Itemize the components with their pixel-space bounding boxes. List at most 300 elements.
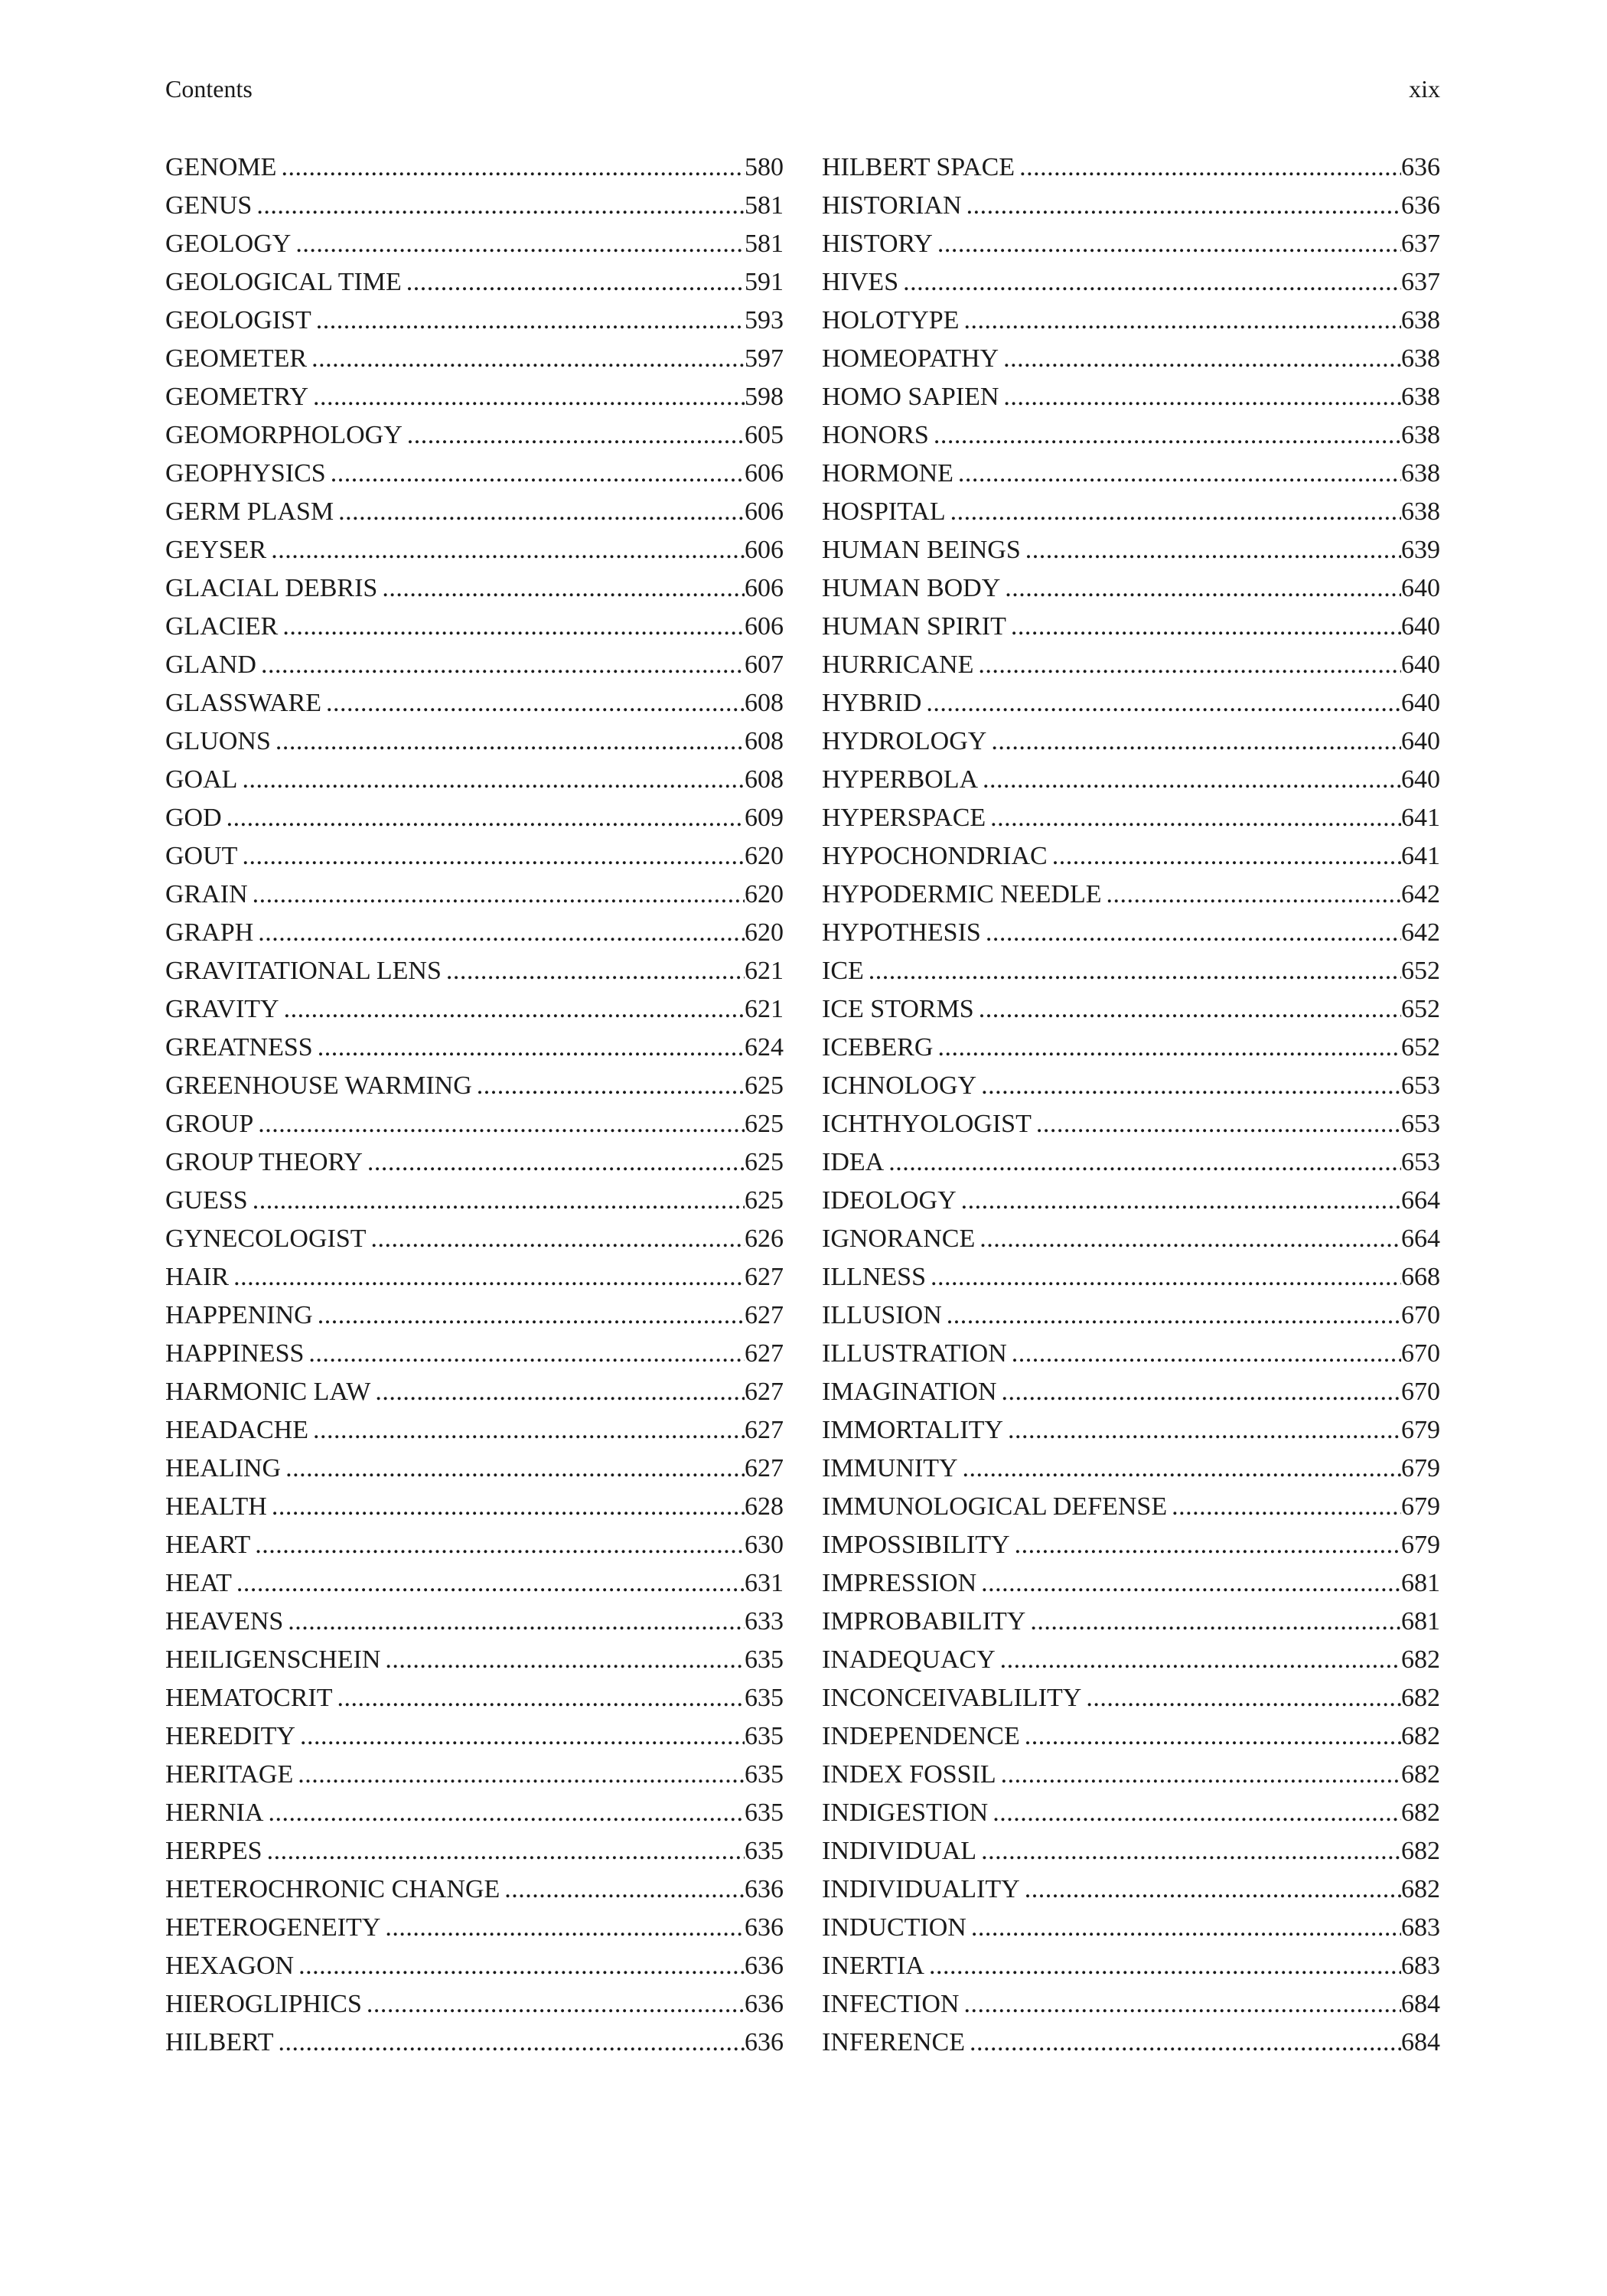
toc-entry[interactable] bbox=[165, 837, 784, 876]
toc-entry-title: HYPERBOLA bbox=[822, 765, 979, 794]
dot-leader bbox=[1081, 1679, 1401, 1717]
toc-entry-title: ICHTHYOLOGIST bbox=[822, 1110, 1032, 1138]
toc-entry-page: 635 bbox=[745, 1722, 784, 1750]
toc-entry-title: HUMAN BEINGS bbox=[822, 536, 1021, 564]
toc-entry-title: GEOLOGY bbox=[165, 230, 292, 258]
toc-entry-page: 682 bbox=[1401, 1799, 1440, 1827]
toc-entry-page: 627 bbox=[745, 1263, 784, 1291]
toc-entry-page: 641 bbox=[1401, 842, 1440, 870]
toc-entry-title: GRAVITATIONAL LENS bbox=[165, 957, 442, 985]
toc-entry-page: 620 bbox=[745, 842, 784, 870]
toc-entry[interactable] bbox=[822, 914, 1440, 952]
toc-entry[interactable] bbox=[822, 952, 1440, 990]
dot-leader bbox=[313, 1296, 745, 1335]
toc-entry-page: 642 bbox=[1401, 880, 1440, 908]
toc-entry-title: INDEPENDENCE bbox=[822, 1722, 1020, 1750]
toc-entry[interactable] bbox=[822, 684, 1440, 722]
toc-entry-page: 681 bbox=[1401, 1607, 1440, 1636]
toc-entry-page: 679 bbox=[1401, 1416, 1440, 1444]
toc-entry-title: INERTIA bbox=[822, 1952, 924, 1980]
toc-entry[interactable] bbox=[822, 1450, 1440, 1488]
toc-entry[interactable] bbox=[822, 1411, 1440, 1450]
toc-entry[interactable] bbox=[165, 263, 784, 302]
toc-entry[interactable] bbox=[165, 1947, 784, 1985]
toc-entry-title: GLUONS bbox=[165, 727, 271, 755]
toc-entry-title: HOSPITAL bbox=[822, 497, 946, 526]
toc-entry[interactable] bbox=[165, 799, 784, 837]
toc-entry[interactable] bbox=[165, 340, 784, 378]
toc-entry-title: IMPOSSIBILITY bbox=[822, 1531, 1010, 1559]
toc-entry[interactable] bbox=[165, 1488, 784, 1526]
dot-leader bbox=[267, 1488, 745, 1526]
toc-entry-page: 670 bbox=[1401, 1339, 1440, 1368]
toc-entry[interactable] bbox=[165, 1335, 784, 1373]
toc-entry-page: 684 bbox=[1401, 2028, 1440, 2056]
toc-entry[interactable] bbox=[165, 455, 784, 493]
dot-leader bbox=[1101, 876, 1401, 914]
toc-entry[interactable] bbox=[822, 225, 1440, 263]
dot-leader bbox=[334, 493, 745, 531]
toc-entry-title: HEART bbox=[165, 1531, 251, 1559]
dot-leader bbox=[402, 263, 745, 302]
toc-entry[interactable] bbox=[165, 1373, 784, 1411]
toc-entry[interactable] bbox=[165, 722, 784, 761]
toc-entry-page: 638 bbox=[1401, 459, 1440, 488]
toc-entry[interactable] bbox=[165, 608, 784, 646]
toc-entry[interactable] bbox=[165, 1526, 784, 1564]
toc-entry-title: GOD bbox=[165, 804, 222, 832]
dot-leader bbox=[253, 914, 745, 952]
dot-leader bbox=[962, 187, 1401, 225]
dot-leader bbox=[380, 1909, 745, 1947]
toc-entry-title: GREATNESS bbox=[165, 1033, 313, 1062]
toc-entry[interactable] bbox=[822, 1258, 1440, 1296]
toc-entry[interactable] bbox=[165, 1717, 784, 1756]
toc-entry[interactable] bbox=[822, 1641, 1440, 1679]
toc-entry-page: 664 bbox=[1401, 1225, 1440, 1253]
toc-entry-title: INFERENCE bbox=[822, 2028, 965, 2056]
toc-entry-title: IMMUNOLOGICAL DEFENSE bbox=[822, 1492, 1168, 1521]
toc-entry[interactable] bbox=[822, 1067, 1440, 1105]
toc-entry[interactable] bbox=[822, 837, 1440, 876]
toc-entry[interactable] bbox=[822, 1717, 1440, 1756]
toc-entry-page: 621 bbox=[745, 995, 784, 1023]
dot-leader bbox=[403, 416, 745, 455]
toc-entry-title: GEYSER bbox=[165, 536, 267, 564]
toc-entry-page: 636 bbox=[745, 1875, 784, 1903]
toc-entry-page: 606 bbox=[745, 536, 784, 564]
toc-entry-page: 653 bbox=[1401, 1110, 1440, 1138]
toc-entry-page: 628 bbox=[745, 1492, 784, 1521]
toc-entry[interactable] bbox=[165, 416, 784, 455]
toc-entry[interactable] bbox=[165, 914, 784, 952]
toc-entry-page: 679 bbox=[1401, 1454, 1440, 1482]
toc-entry[interactable] bbox=[822, 1564, 1440, 1603]
toc-entry[interactable] bbox=[165, 2024, 784, 2062]
toc-entry[interactable] bbox=[165, 187, 784, 225]
toc-entry-title: ICE STORMS bbox=[822, 995, 974, 1023]
toc-entry-page: 627 bbox=[745, 1301, 784, 1329]
toc-entry-page: 638 bbox=[1401, 344, 1440, 373]
toc-entry-title: INADEQUACY bbox=[822, 1645, 996, 1674]
dot-leader bbox=[929, 416, 1401, 455]
toc-entry-page: 581 bbox=[745, 191, 784, 220]
toc-entry-title: GEOLOGICAL TIME bbox=[165, 268, 402, 296]
dot-leader bbox=[304, 1335, 745, 1373]
toc-entry-page: 598 bbox=[745, 383, 784, 411]
toc-entry[interactable] bbox=[165, 1296, 784, 1335]
toc-entry[interactable] bbox=[822, 1296, 1440, 1335]
dot-leader bbox=[333, 1679, 745, 1717]
toc-entry-title: ILLUSION bbox=[822, 1301, 942, 1329]
toc-entry-title: HILBERT bbox=[165, 2028, 274, 2056]
toc-entry[interactable] bbox=[822, 1029, 1440, 1067]
toc-entry[interactable] bbox=[165, 225, 784, 263]
toc-entry[interactable] bbox=[822, 1603, 1440, 1641]
toc-entry[interactable] bbox=[165, 1258, 784, 1296]
toc-entry[interactable] bbox=[165, 378, 784, 416]
toc-entry-title: IMMUNITY bbox=[822, 1454, 958, 1482]
toc-entry[interactable] bbox=[822, 302, 1440, 340]
toc-entry-title: INDIVIDUALITY bbox=[822, 1875, 1020, 1903]
toc-entry[interactable] bbox=[822, 1182, 1440, 1220]
toc-entry[interactable] bbox=[822, 1679, 1440, 1717]
toc-entry-title: HONORS bbox=[822, 421, 929, 449]
toc-entry[interactable] bbox=[822, 416, 1440, 455]
toc-entry-title: IMPRESSION bbox=[822, 1569, 977, 1597]
toc-entry[interactable] bbox=[822, 990, 1440, 1029]
dot-leader bbox=[283, 1603, 745, 1641]
toc-entry-title: HEAVENS bbox=[165, 1607, 284, 1636]
toc-entry[interactable] bbox=[822, 1756, 1440, 1794]
toc-entry[interactable] bbox=[822, 1335, 1440, 1373]
dot-leader bbox=[377, 569, 745, 608]
toc-entry-page: 682 bbox=[1401, 1875, 1440, 1903]
toc-entry[interactable] bbox=[822, 1105, 1440, 1143]
toc-entry-title: HEREDITY bbox=[165, 1722, 295, 1750]
toc-entry-page: 593 bbox=[745, 306, 784, 334]
toc-entry[interactable] bbox=[822, 1947, 1440, 1985]
toc-entry[interactable] bbox=[165, 1143, 784, 1182]
toc-entry[interactable] bbox=[165, 531, 784, 569]
toc-entry[interactable] bbox=[165, 761, 784, 799]
toc-entry[interactable] bbox=[822, 263, 1440, 302]
dot-leader bbox=[924, 1947, 1401, 1985]
dot-leader bbox=[953, 455, 1401, 493]
toc-entry-page: 684 bbox=[1401, 1990, 1440, 2018]
dot-leader bbox=[1000, 569, 1401, 608]
dot-leader bbox=[308, 1411, 745, 1450]
toc-entry[interactable] bbox=[822, 340, 1440, 378]
dot-leader bbox=[958, 1450, 1401, 1488]
toc-entry-title: HUMAN BODY bbox=[822, 574, 1001, 602]
dot-leader bbox=[248, 1182, 745, 1220]
dot-leader bbox=[1015, 148, 1401, 187]
toc-entry-title: GLASSWARE bbox=[165, 689, 322, 717]
dot-leader bbox=[978, 761, 1401, 799]
toc-entry[interactable] bbox=[165, 1450, 784, 1488]
toc-entry[interactable] bbox=[822, 799, 1440, 837]
dot-leader bbox=[1020, 1870, 1401, 1909]
dot-leader bbox=[293, 1756, 745, 1794]
toc-entry-page: 682 bbox=[1401, 1837, 1440, 1865]
toc-entry-page: 652 bbox=[1401, 1033, 1440, 1062]
toc-entry[interactable] bbox=[822, 1220, 1440, 1258]
toc-entry-page: 631 bbox=[745, 1569, 784, 1597]
toc-entry-title: HOLOTYPE bbox=[822, 306, 960, 334]
toc-entry-page: 652 bbox=[1401, 957, 1440, 985]
dot-leader bbox=[472, 1067, 745, 1105]
toc-entry-page: 642 bbox=[1401, 918, 1440, 947]
toc-entry-title: GRAIN bbox=[165, 880, 248, 908]
dot-leader bbox=[884, 1143, 1401, 1182]
toc-entry[interactable] bbox=[165, 1029, 784, 1067]
dot-leader bbox=[986, 799, 1401, 837]
toc-entry-page: 640 bbox=[1401, 689, 1440, 717]
toc-entry-title: HEALTH bbox=[165, 1492, 267, 1521]
toc-entry-title: GLACIER bbox=[165, 612, 279, 641]
dot-leader bbox=[363, 1143, 745, 1182]
dot-leader bbox=[500, 1870, 745, 1909]
dot-leader bbox=[237, 837, 745, 876]
dot-leader bbox=[946, 493, 1401, 531]
toc-entry-title: HYPOTHESIS bbox=[822, 918, 981, 947]
toc-entry-page: 670 bbox=[1401, 1301, 1440, 1329]
dot-leader bbox=[898, 263, 1401, 302]
toc-column-left bbox=[165, 148, 784, 2062]
toc-entry-page: 635 bbox=[745, 1837, 784, 1865]
dot-leader bbox=[232, 1564, 745, 1603]
toc-entry[interactable] bbox=[822, 1373, 1440, 1411]
toc-entry-page: 682 bbox=[1401, 1760, 1440, 1789]
toc-entry[interactable] bbox=[822, 722, 1440, 761]
toc-entry-title: HISTORY bbox=[822, 230, 933, 258]
toc-entry-title: HAPPINESS bbox=[165, 1339, 305, 1368]
toc-entry[interactable] bbox=[822, 531, 1440, 569]
dot-leader bbox=[959, 1985, 1401, 2024]
toc-entry-page: 581 bbox=[745, 230, 784, 258]
toc-entry-page: 606 bbox=[745, 574, 784, 602]
toc-entry-title: HILBERT SPACE bbox=[822, 153, 1015, 181]
toc-entry-page: 640 bbox=[1401, 612, 1440, 641]
dot-leader bbox=[975, 1220, 1401, 1258]
toc-entry[interactable] bbox=[165, 876, 784, 914]
dot-leader bbox=[996, 1756, 1401, 1794]
toc-entry[interactable] bbox=[822, 493, 1440, 531]
toc-entry-page: 670 bbox=[1401, 1378, 1440, 1406]
toc-entry-page: 679 bbox=[1401, 1492, 1440, 1521]
toc-entry-page: 635 bbox=[745, 1645, 784, 1674]
toc-entry-title: INCONCEIVABLILITY bbox=[822, 1684, 1082, 1712]
toc-entry-page: 627 bbox=[745, 1378, 784, 1406]
toc-entry-title: HETEROCHRONIC CHANGE bbox=[165, 1875, 500, 1903]
toc-entry-page: 638 bbox=[1401, 306, 1440, 334]
toc-entry-title: GOAL bbox=[165, 765, 238, 794]
toc-entry-title: HIEROGLIPHICS bbox=[165, 1990, 362, 2018]
toc-entry[interactable] bbox=[165, 1679, 784, 1717]
dot-leader bbox=[1006, 608, 1401, 646]
toc-entry-title: ILLUSTRATION bbox=[822, 1339, 1007, 1368]
toc-entry[interactable] bbox=[822, 608, 1440, 646]
toc-entry-title: INDEX FOSSIL bbox=[822, 1760, 996, 1789]
toc-entry-page: 639 bbox=[1401, 536, 1440, 564]
toc-entry-page: 625 bbox=[745, 1186, 784, 1215]
toc-entry-page: 606 bbox=[745, 459, 784, 488]
toc-entry-page: 636 bbox=[745, 2028, 784, 2056]
toc-entry[interactable] bbox=[165, 1220, 784, 1258]
page-header bbox=[165, 72, 1440, 106]
toc-entry-title: HEAT bbox=[165, 1569, 232, 1597]
toc-entry-title: IMAGINATION bbox=[822, 1378, 997, 1406]
toc-entry-page: 609 bbox=[745, 804, 784, 832]
toc-entry-title: GROUP bbox=[165, 1110, 254, 1138]
toc-entry-page: 640 bbox=[1401, 651, 1440, 679]
toc-entry-title: HERNIA bbox=[165, 1799, 264, 1827]
dot-leader bbox=[981, 914, 1401, 952]
toc-entry-page: 627 bbox=[745, 1339, 784, 1368]
toc-entry[interactable] bbox=[165, 1756, 784, 1794]
dot-leader bbox=[1007, 1335, 1401, 1373]
dot-leader bbox=[988, 1794, 1401, 1832]
toc-entry[interactable] bbox=[165, 1985, 784, 2024]
toc-entry-page: 620 bbox=[745, 918, 784, 947]
toc-entry-page: 624 bbox=[745, 1033, 784, 1062]
toc-entry-page: 636 bbox=[745, 1913, 784, 1942]
toc-entry[interactable] bbox=[165, 1411, 784, 1450]
running-head-title: Contents bbox=[165, 75, 253, 103]
toc-entry[interactable] bbox=[165, 148, 784, 187]
toc-entry-page: 608 bbox=[745, 689, 784, 717]
toc-entry-title: HOMEOPATHY bbox=[822, 344, 999, 373]
toc-entry[interactable] bbox=[165, 952, 784, 990]
toc-entry-page: 606 bbox=[745, 497, 784, 526]
toc-entry-page: 683 bbox=[1401, 1952, 1440, 1980]
dot-leader bbox=[271, 722, 745, 761]
toc-entry[interactable] bbox=[165, 1870, 784, 1909]
toc-entry-page: 636 bbox=[1401, 191, 1440, 220]
toc-entry-title: GERM PLASM bbox=[165, 497, 334, 526]
toc-entry-page: 640 bbox=[1401, 765, 1440, 794]
toc-entry[interactable] bbox=[165, 1067, 784, 1105]
toc-entry-title: HUMAN SPIRIT bbox=[822, 612, 1006, 641]
toc-entry-page: 668 bbox=[1401, 1263, 1440, 1291]
page-number-roman: xix bbox=[1409, 75, 1440, 103]
toc-entry-page: 635 bbox=[745, 1760, 784, 1789]
toc-entry[interactable] bbox=[822, 1794, 1440, 1832]
toc-entry[interactable] bbox=[165, 1105, 784, 1143]
toc-entry[interactable] bbox=[822, 1985, 1440, 2024]
dot-leader bbox=[933, 225, 1401, 263]
toc-entry-title: HYPERSPACE bbox=[822, 804, 986, 832]
toc-entry[interactable] bbox=[822, 1143, 1440, 1182]
toc-entry[interactable] bbox=[822, 148, 1440, 187]
toc-entry[interactable] bbox=[165, 1603, 784, 1641]
toc-entry[interactable] bbox=[822, 378, 1440, 416]
toc-entry-title: HEXAGON bbox=[165, 1952, 295, 1980]
toc-column-right bbox=[822, 148, 1440, 2062]
dot-leader bbox=[252, 187, 745, 225]
dot-leader bbox=[321, 684, 745, 722]
dot-leader bbox=[1025, 1603, 1401, 1641]
toc-entry-title: INDUCTION bbox=[822, 1913, 966, 1942]
toc-entry-title: GREENHOUSE WARMING bbox=[165, 1071, 472, 1100]
toc-entry[interactable] bbox=[822, 876, 1440, 914]
toc-entry[interactable] bbox=[165, 1794, 784, 1832]
toc-entry[interactable] bbox=[165, 493, 784, 531]
toc-entry[interactable] bbox=[165, 990, 784, 1029]
toc-entry[interactable] bbox=[165, 646, 784, 684]
toc-entry-page: 591 bbox=[745, 268, 784, 296]
toc-entry-page: 682 bbox=[1401, 1722, 1440, 1750]
dot-leader bbox=[999, 378, 1401, 416]
toc-entry-page: 605 bbox=[745, 421, 784, 449]
toc-entry[interactable] bbox=[822, 455, 1440, 493]
toc-entry-title: GLAND bbox=[165, 651, 256, 679]
toc-entry-page: 606 bbox=[745, 612, 784, 641]
toc-entry[interactable] bbox=[822, 1488, 1440, 1526]
dot-leader bbox=[926, 1258, 1401, 1296]
dot-leader bbox=[959, 302, 1401, 340]
dot-leader bbox=[996, 1641, 1401, 1679]
toc-entry-title: HURRICANE bbox=[822, 651, 974, 679]
toc-entry[interactable] bbox=[822, 1909, 1440, 1947]
toc-entry-page: 638 bbox=[1401, 383, 1440, 411]
toc-entry-page: 625 bbox=[745, 1148, 784, 1176]
toc-entry-page: 637 bbox=[1401, 268, 1440, 296]
toc-entry[interactable] bbox=[822, 1526, 1440, 1564]
toc-entry-title: GENOME bbox=[165, 153, 277, 181]
toc-entry-title: HETEROGENEITY bbox=[165, 1913, 381, 1942]
dot-leader bbox=[999, 340, 1401, 378]
toc-entry[interactable] bbox=[165, 1564, 784, 1603]
dot-leader bbox=[313, 1029, 745, 1067]
toc-entry[interactable] bbox=[822, 1870, 1440, 1909]
toc-entry[interactable] bbox=[165, 1909, 784, 1947]
dot-leader bbox=[921, 684, 1401, 722]
toc-entry-title: HORMONE bbox=[822, 459, 953, 488]
toc-entry-title: GROUP THEORY bbox=[165, 1148, 363, 1176]
toc-entry[interactable] bbox=[822, 187, 1440, 225]
toc-entry-page: 636 bbox=[745, 1990, 784, 2018]
toc-entry[interactable] bbox=[822, 646, 1440, 684]
toc-entry[interactable] bbox=[822, 569, 1440, 608]
toc-entry-page: 621 bbox=[745, 957, 784, 985]
toc-entry[interactable] bbox=[165, 569, 784, 608]
dot-leader bbox=[274, 2024, 745, 2062]
toc-entry[interactable] bbox=[822, 2024, 1440, 2062]
toc-entry[interactable] bbox=[165, 1641, 784, 1679]
dot-leader bbox=[976, 1067, 1401, 1105]
dot-leader bbox=[229, 1258, 745, 1296]
toc-entry[interactable] bbox=[165, 1832, 784, 1870]
toc-entry[interactable] bbox=[165, 1182, 784, 1220]
toc-entry[interactable] bbox=[165, 302, 784, 340]
toc-entry-title: HAIR bbox=[165, 1263, 230, 1291]
toc-entry-title: INDIGESTION bbox=[822, 1799, 989, 1827]
toc-entry-title: HYDROLOGY bbox=[822, 727, 987, 755]
toc-entry-title: ICHNOLOGY bbox=[822, 1071, 977, 1100]
toc-entry[interactable] bbox=[822, 1832, 1440, 1870]
dot-leader bbox=[295, 1717, 745, 1756]
toc-entry-page: 682 bbox=[1401, 1645, 1440, 1674]
dot-leader bbox=[362, 1985, 745, 2024]
toc-entry-title: HERPES bbox=[165, 1837, 262, 1865]
dot-leader bbox=[974, 990, 1401, 1029]
toc-entry[interactable] bbox=[822, 761, 1440, 799]
toc-entry-page: 679 bbox=[1401, 1531, 1440, 1559]
toc-entry[interactable] bbox=[165, 684, 784, 722]
dot-leader bbox=[370, 1373, 745, 1411]
